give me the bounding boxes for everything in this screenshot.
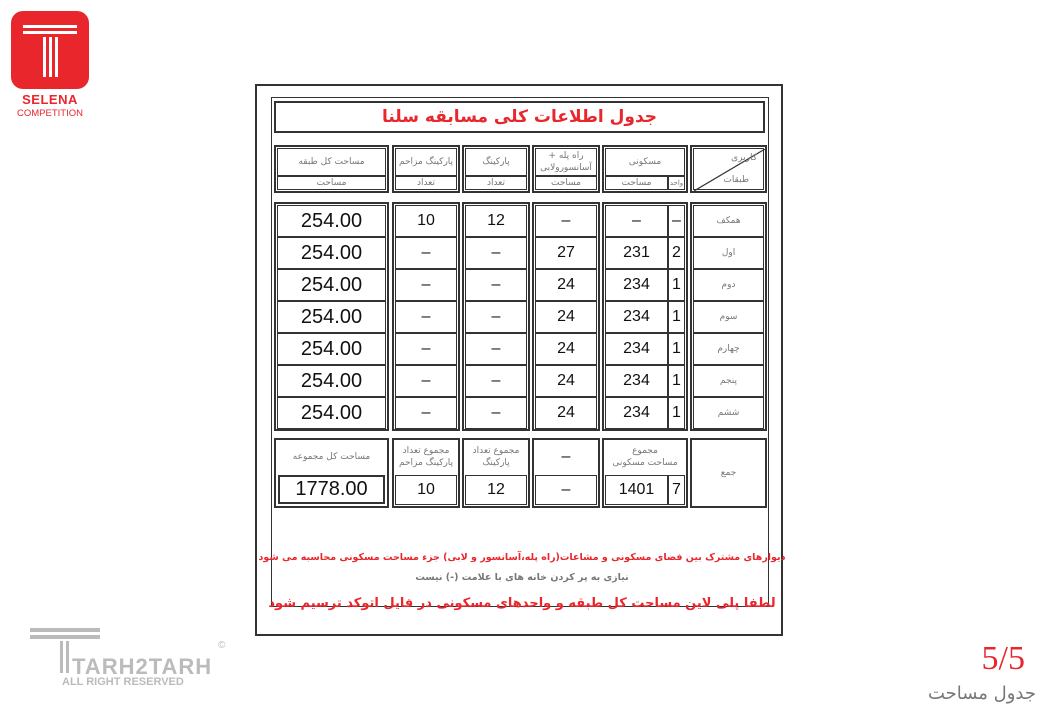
totals-parking-label: مجموع تعداد پارکینگ bbox=[472, 446, 520, 468]
blocked-parking-cell: – bbox=[395, 237, 457, 269]
header-area-res: مساحت bbox=[605, 176, 668, 190]
totals-res-value: 1401 bbox=[605, 475, 668, 505]
total-area-cell: 254.00 bbox=[277, 397, 386, 429]
floor-label: چهارم bbox=[693, 333, 764, 365]
blocked-parking-cell: – bbox=[395, 333, 457, 365]
totals-area-label: مساحت کل مجموعه bbox=[292, 452, 371, 462]
units-cell: 1 bbox=[668, 269, 685, 301]
header-area-sub: مساحت bbox=[277, 176, 386, 190]
blocked-parking-cell: 10 bbox=[395, 205, 457, 237]
header-count-blocked: تعداد bbox=[395, 176, 457, 190]
res-area-cell: 234 bbox=[605, 269, 668, 301]
header-units: واحد bbox=[668, 176, 685, 190]
floor-label: دوم bbox=[693, 269, 764, 301]
res-area-cell: 234 bbox=[605, 397, 668, 429]
stairs-area-cell: 24 bbox=[535, 269, 597, 301]
total-area-cell: 254.00 bbox=[277, 301, 386, 333]
header-total-area: مساحت کل طبقه bbox=[277, 148, 386, 176]
watermark-name: TARH2TARH bbox=[72, 654, 213, 679]
stairs-area-cell: 27 bbox=[535, 237, 597, 269]
units-cell: 2 bbox=[668, 237, 685, 269]
totals-area-value: 1778.00 bbox=[278, 475, 385, 504]
watermark-rights: ALL RIGHT RESERVED bbox=[62, 676, 184, 688]
page-label: جدول مساحت bbox=[927, 683, 1036, 704]
page-number: 5/5 bbox=[981, 640, 1025, 677]
header-count-parking: تعداد bbox=[465, 176, 527, 190]
res-area-cell: 234 bbox=[605, 365, 668, 397]
res-area-cell: 234 bbox=[605, 301, 668, 333]
header-floors: طبقات bbox=[723, 175, 749, 185]
units-cell: – bbox=[668, 205, 685, 237]
parking-cell: – bbox=[465, 333, 527, 365]
totals-res-label: مجموع مساحت مسکونی bbox=[612, 446, 678, 468]
units-cell: 1 bbox=[668, 301, 685, 333]
totals-blocked-label: مجموع تعداد پارکینگ مزاحم bbox=[398, 446, 454, 468]
table-title: جدول اطلاعات کلی مسابقه سلنا bbox=[274, 101, 765, 133]
floor-label: سوم bbox=[693, 301, 764, 333]
total-area-cell: 254.00 bbox=[277, 365, 386, 397]
total-area-cell: 254.00 bbox=[277, 333, 386, 365]
header-usage: کاربری bbox=[731, 153, 757, 163]
header-parking: پارکینگ bbox=[465, 148, 527, 176]
totals-stairs-value: – bbox=[535, 475, 597, 505]
parking-cell: – bbox=[465, 237, 527, 269]
logo-t-icon bbox=[11, 11, 89, 89]
blocked-parking-cell: – bbox=[395, 365, 457, 397]
stairs-area-cell: 24 bbox=[535, 333, 597, 365]
watermark bbox=[30, 628, 230, 695]
header-stairs: راه پله + آسانسورولابی bbox=[535, 148, 597, 176]
floor-label: پنجم bbox=[693, 365, 764, 397]
selena-logo bbox=[11, 11, 89, 89]
brand-subtitle: COMPETITION bbox=[17, 108, 83, 119]
floor-label: اول bbox=[693, 237, 764, 269]
sheet-frame bbox=[255, 84, 786, 636]
totals-units-value: 7 bbox=[668, 475, 685, 505]
parking-cell: – bbox=[465, 397, 527, 429]
total-area-cell: 254.00 bbox=[277, 269, 386, 301]
parking-cell: – bbox=[465, 301, 527, 333]
table-frame bbox=[258, 97, 786, 611]
parking-cell: – bbox=[465, 365, 527, 397]
note-line-3: لطفا پلی لاین مساحت کل طبقه و واحدهای مسکونی در فایل اتوکد ترسیم شود bbox=[268, 596, 776, 611]
stairs-area-cell: – bbox=[535, 205, 597, 237]
floor-label: همکف bbox=[693, 205, 764, 237]
totals-parking-value: 12 bbox=[465, 475, 527, 505]
brand-name: SELENA bbox=[22, 92, 78, 107]
res-area-cell: 231 bbox=[605, 237, 668, 269]
stairs-area-cell: 24 bbox=[535, 365, 597, 397]
floor-label: ششم bbox=[693, 397, 764, 429]
units-cell: 1 bbox=[668, 333, 685, 365]
blocked-parking-cell: – bbox=[395, 397, 457, 429]
parking-cell: – bbox=[465, 269, 527, 301]
total-area-cell: 254.00 bbox=[277, 237, 386, 269]
totals-stairs-label: – bbox=[561, 448, 571, 465]
note-line-2: نیازی به پر کردن خانه های با علامت (-) نیست bbox=[415, 572, 629, 583]
stairs-area-cell: 24 bbox=[535, 301, 597, 333]
note-line-1: دیوارهای مشترک بین فضای مسکونی و مشاعات(راه پله،آسانسور و لابی) جزء مساحت مسکونی محاسبه می شود bbox=[258, 552, 786, 563]
stairs-area-cell: 24 bbox=[535, 397, 597, 429]
watermark-copyright: © bbox=[218, 640, 226, 651]
units-cell: 1 bbox=[668, 365, 685, 397]
totals-label: جمع bbox=[720, 468, 737, 478]
res-area-cell: 234 bbox=[605, 333, 668, 365]
total-area-cell: 254.00 bbox=[277, 205, 386, 237]
parking-cell: 12 bbox=[465, 205, 527, 237]
res-area-cell: – bbox=[605, 205, 668, 237]
header-parking-blocked: پارکینگ مزاحم bbox=[395, 148, 457, 176]
blocked-parking-cell: – bbox=[395, 269, 457, 301]
header-area-stairs: مساحت bbox=[535, 176, 597, 190]
header-usage-floors bbox=[693, 148, 764, 190]
units-cell: 1 bbox=[668, 397, 685, 429]
header-residential: مسکونی bbox=[605, 148, 685, 176]
blocked-parking-cell: – bbox=[395, 301, 457, 333]
totals-blocked-value: 10 bbox=[395, 475, 457, 505]
